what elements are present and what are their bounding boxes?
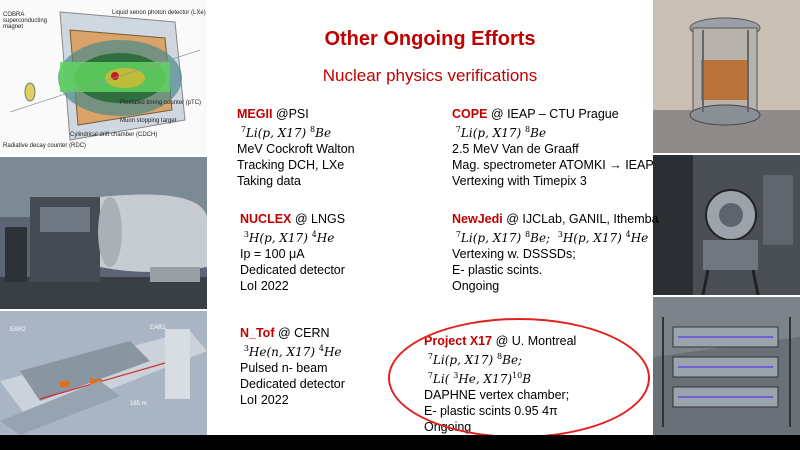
ntof-block bbox=[240, 325, 345, 408]
ntof-line-2: Dedicated detector bbox=[240, 377, 345, 391]
x17-detector-render bbox=[653, 297, 800, 435]
nuclex-line-1: Ip = 100 μA bbox=[240, 247, 305, 261]
cope-reaction: $^7$Li(p, X17) $^8$Be bbox=[455, 125, 547, 140]
label-ear1: EAR1 bbox=[150, 325, 166, 331]
newjedi-line-3: Ongoing bbox=[452, 279, 500, 293]
nuclex-line-3: LoI 2022 bbox=[240, 279, 289, 293]
ntof-location: @ CERN bbox=[274, 326, 330, 340]
megii-name: MEGII bbox=[237, 107, 273, 121]
cope-line-1: 2.5 MeV Van de Graaff bbox=[452, 142, 579, 156]
ntof-line-3: LoI 2022 bbox=[240, 393, 289, 407]
label-rdc: Radiative decay counter (RDC) bbox=[3, 143, 87, 149]
ntof-name: N_Tof bbox=[240, 326, 275, 340]
label-cdch: Cylindrical drift chamber (CDCH) bbox=[70, 132, 158, 138]
newjedi-name: NewJedi bbox=[452, 212, 503, 226]
nuclex-reaction: $^3$H(p, X17) $^4$He bbox=[243, 230, 335, 245]
cope-line-2: Mag. spectrometer ATOMKI → IEAP bbox=[452, 158, 654, 172]
highlight-ellipse bbox=[388, 318, 650, 435]
nuclex-block bbox=[240, 211, 345, 294]
megii-line-2: Tracking DCH, LXe bbox=[237, 158, 345, 172]
newjedi-line-2: E- plastic scints. bbox=[452, 263, 543, 277]
x17-location: @ U. Montreal bbox=[492, 334, 577, 348]
megii-line-3: Taking data bbox=[237, 174, 301, 188]
megii-location: @PSI bbox=[272, 107, 309, 121]
cope-name: COPE bbox=[452, 107, 488, 121]
x17-line-2: E- plastic scints 0.95 4π bbox=[424, 404, 558, 418]
newjedi-location: @ IJCLab, GANIL, Ithemba bbox=[502, 212, 659, 226]
ntof-facility-render bbox=[0, 311, 207, 435]
label-cobra-magnet: COBRA superconducting magnet bbox=[3, 12, 48, 30]
slide-title: Other Ongoing Efforts bbox=[324, 28, 536, 50]
x17-line-1: DAPHNE vertex chamber; bbox=[424, 388, 570, 402]
x17-name: Project X17 bbox=[424, 334, 493, 348]
label-distance: 185 m bbox=[130, 401, 147, 407]
cope-location: @ IEAP – CTU Prague bbox=[487, 107, 619, 121]
label-ear2: EAR2 bbox=[10, 327, 26, 333]
meg-detector-diagram bbox=[0, 0, 207, 155]
label-target: Muon stopping target bbox=[120, 118, 177, 124]
bottom-bar bbox=[0, 435, 800, 450]
ntof-reaction: $^3$He(n, X17) $^4$He bbox=[243, 344, 342, 359]
nuclex-name: NUCLEX bbox=[240, 212, 292, 226]
newjedi-line-1: Vertexing w. DSSSDs; bbox=[452, 247, 576, 261]
slide-subtitle: Nuclear physics verifications bbox=[322, 66, 538, 85]
x17-line-3: Ongoing bbox=[424, 420, 472, 434]
megii-block bbox=[237, 106, 355, 189]
cope-chamber-photo bbox=[653, 0, 800, 153]
cope-line-3: Vertexing with Timepix 3 bbox=[452, 174, 587, 188]
nuclex-lab-photo bbox=[0, 157, 207, 309]
newjedi-reaction: $^7$Li(p, X17) $^8$Be; $^3$H(p, X17) $^4$He bbox=[455, 230, 649, 245]
label-ptc: Pixelated timing counter (pTC) bbox=[120, 100, 202, 106]
label-lxe: Liquid xenon photon detector (LXe) bbox=[112, 10, 206, 16]
ntof-line-1: Pulsed n- beam bbox=[240, 361, 328, 375]
newjedi-block bbox=[452, 211, 659, 294]
nuclex-location: @ LNGS bbox=[291, 212, 346, 226]
cope-block bbox=[452, 106, 654, 189]
megii-reaction: $^7$Li(p, X17) $^8$Be bbox=[240, 125, 332, 140]
megii-line-1: MeV Cockroft Walton bbox=[237, 142, 355, 156]
x17-reaction-1: $^7$Li(p, X17) $^8$Be; bbox=[427, 352, 523, 367]
nuclex-line-2: Dedicated detector bbox=[240, 263, 345, 277]
x17-reaction-2: $^7$Li( $^3$He, X17)$^{10}$B bbox=[427, 371, 532, 386]
newjedi-setup-photo bbox=[653, 155, 800, 295]
